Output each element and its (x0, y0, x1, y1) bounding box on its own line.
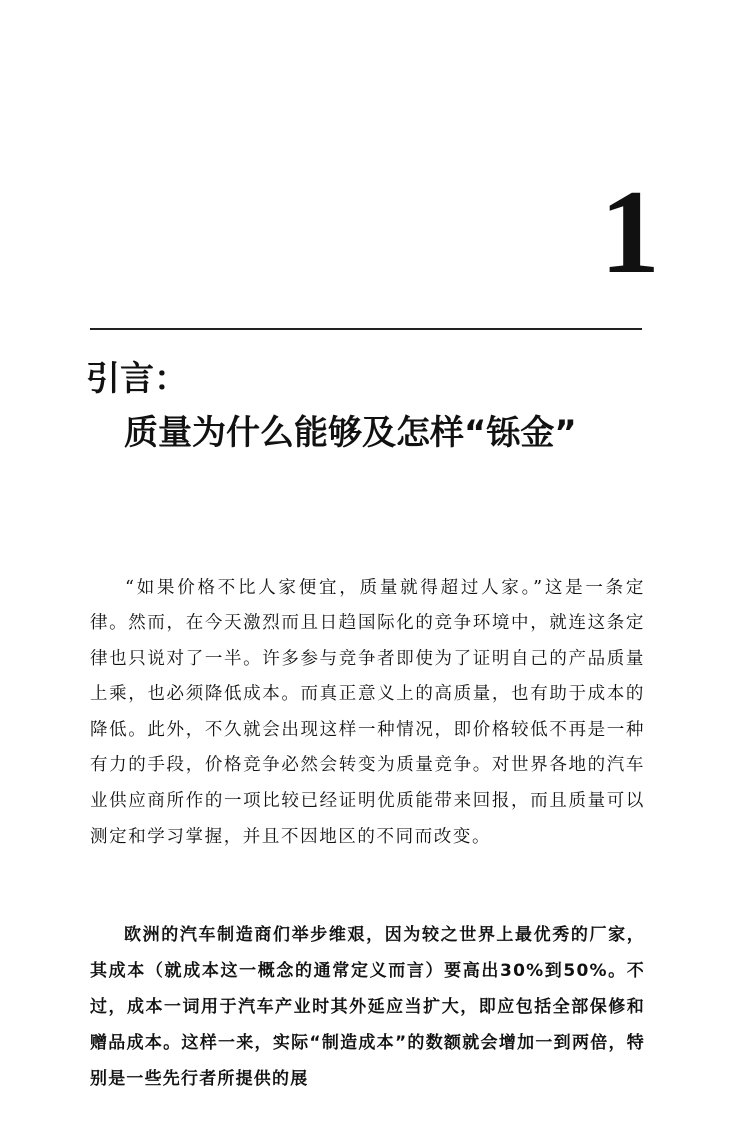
chapter-number: 1 (600, 165, 660, 298)
body-paragraph-2: 欧洲的汽车制造商们举步维艰，因为较之世界上最优秀的厂家，其成本（就成本这一概念的通常定义而言）要高出30%到50%。不过，成本一词用于汽车产业时其外延应当扩大，即应包括全部保修和赠品成本。这样一来，实际“制造成本”的数额就会增加一到两倍，特别是一些先行者所提供的展 (90, 925, 645, 1089)
chapter-title (86, 352, 686, 460)
chapter-divider (90, 328, 642, 330)
body-paragraph-1: “如果价格不比人家便宜，质量就得超过人家。”这是一条定律。然而，在今天激烈而且日趋国际化的竞争环境中，就连这条定律也只说对了一半。许多参与竞争者即使为了证明自己的产品质量上乘，也必须降低成本。而真正意义上的高质量，也有助于成本的降低。此外，不久就会出现这样一种情况，即价格较低不再是一种有力的手段，价格竞争必然会转变为质量竞争。对世界各地的汽车业供应商所作的一项比较已经证明优质能带来回报，而且质量可以测定和学习掌握，并且不因地区的不同而改变。 (90, 577, 645, 847)
chapter-title-line1: 引言： (86, 359, 188, 399)
chapter-title-line2: 质量为什么能够及怎样“铄金” (124, 413, 577, 453)
